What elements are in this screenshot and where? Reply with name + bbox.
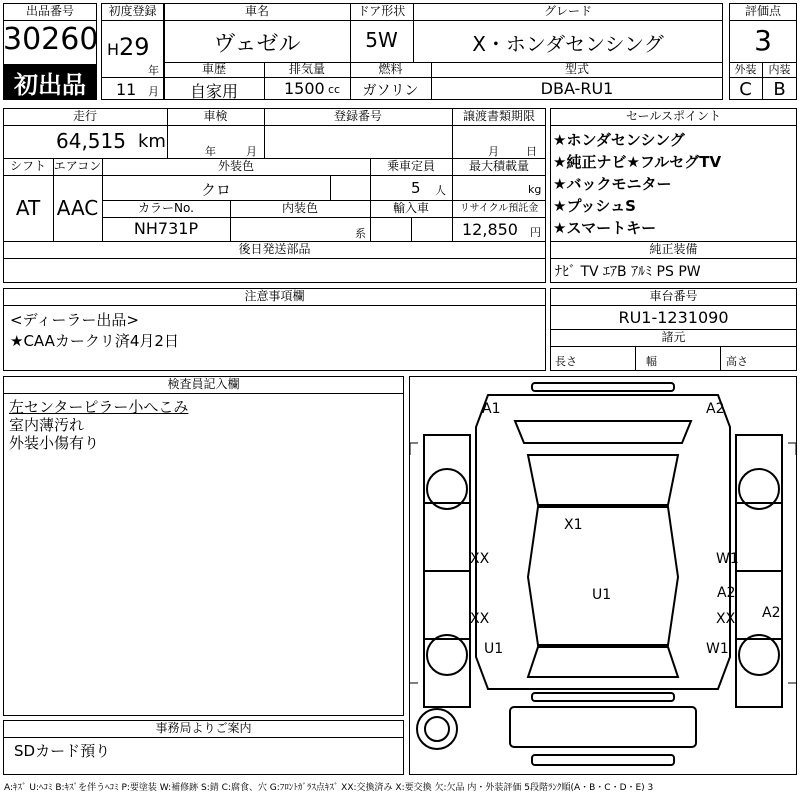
door-label: ドア形状 [357, 4, 406, 18]
rear-bumper-shape [532, 693, 674, 701]
dimension-height-label: 高さ [726, 355, 748, 368]
max-load-label: 最大積載量 [468, 159, 529, 173]
damage-legend: A:ｷｽﾞ U:ﾍｺﾐ B:ｷｽﾞを伴うﾍｺﾐ P:要塗装 W:補修跡 S:錆 C:腐食、穴 G:ﾌﾛﾝﾄｶﾞﾗｽ点ｷｽﾞ XX:交換済み X:要交換 欠:欠品 内・外装評価 5段階ﾗﾝｸ順(A・B・C・D・E) 3 [4, 783, 654, 793]
aircon-label: エアコン [53, 159, 102, 173]
mileage-value: 64,515 [56, 129, 126, 153]
notes-line-2: ★CAAカークリ済4月2日 [10, 332, 179, 350]
sales-point-1: ★ホンダセンシング [553, 131, 685, 149]
history-label: 車歴 [201, 62, 226, 76]
office-value: SDカード預り [14, 742, 111, 760]
chassis-label: 車台番号 [649, 289, 698, 303]
int-grade-value: B [773, 79, 786, 100]
int-color-label: 内装色 [281, 201, 318, 215]
displacement-unit: cc [328, 83, 341, 96]
fuel-label: 燃料 [378, 62, 403, 76]
office-label: 事務局よりご案内 [155, 721, 252, 735]
grade-label: グレード [543, 4, 592, 18]
sales-point-4: ★プッシュS [553, 197, 636, 215]
mark-a2-top: A2 [706, 401, 725, 417]
history-value: 自家用 [189, 82, 238, 101]
mileage-unit: km [138, 131, 166, 152]
inspector-line-2: 室内薄汚れ [9, 416, 85, 434]
int-grade-label: 内装 [768, 63, 791, 76]
chassis-value: RU1-1231090 [618, 308, 729, 327]
mark-a1: A1 [482, 401, 501, 417]
capacity-value: 5 [411, 179, 421, 197]
first-reg-month-unit: 月 [148, 85, 159, 98]
sales-point-5: ★スマートキー [553, 219, 657, 237]
equipment-label: 純正装備 [649, 242, 698, 256]
ext-color-value: クロ [200, 181, 231, 199]
mark-w1-front-right: W1 [716, 551, 739, 567]
inspection-year-unit: 年 [205, 145, 216, 158]
transfer-docs-label: 譲渡書類期限 [462, 109, 535, 123]
dimension-length-label: 長さ [555, 355, 577, 368]
first-reg-year-unit: 年 [148, 64, 159, 77]
color-no-value: NH731P [133, 219, 199, 238]
reg-no-label: 登録番号 [333, 109, 382, 123]
shift-label: シフト [9, 159, 46, 173]
inspector-label: 検査員記入欄 [167, 377, 240, 391]
rear-left-wheel [427, 635, 467, 675]
int-color-unit: 系 [355, 227, 366, 240]
dimension-width-label: 幅 [646, 355, 657, 368]
grade-value: X・ホンダセンシング [472, 32, 664, 56]
first-reg-label: 初度登録 [108, 4, 157, 18]
first-reg-era: H [107, 40, 120, 59]
capacity-label: 乗車定員 [386, 159, 435, 173]
car-name: ヴェゼル [213, 32, 301, 57]
mark-xx-rear-right: XX [716, 611, 736, 627]
inspection-label: 車検 [203, 109, 228, 123]
inspector-line-1: 左センターピラー小へこみ [9, 398, 189, 416]
damage-diagram [409, 376, 797, 775]
recycle-label: リサイクル預託金 [459, 203, 539, 214]
ext-grade-value: C [739, 79, 752, 100]
mark-x1: X1 [564, 517, 583, 533]
mark-a2-right: A2 [717, 585, 736, 601]
notes-line-1: <ディーラー出品> [10, 311, 139, 329]
door-value: 5W [365, 28, 398, 52]
mark-w1-rear-right: W1 [706, 641, 729, 657]
color-no-label: カラーNo. [138, 201, 194, 215]
import-label: 輸入車 [392, 201, 429, 215]
car-outline-diagram [410, 377, 796, 774]
dimensions-label: 諸元 [661, 330, 686, 344]
notes-label: 注意事項欄 [244, 289, 305, 303]
first-reg-year: 29 [119, 33, 150, 61]
front-bumper-shape [532, 383, 674, 391]
rear-right-wheel [739, 635, 779, 675]
sales-point-3: ★バックモニター [553, 175, 672, 193]
inspection-month-unit: 月 [246, 145, 257, 158]
aircon-value: AAC [56, 196, 99, 220]
ext-grade-label: 外装 [734, 63, 757, 76]
inspector-line-3: 外装小傷有り [9, 434, 100, 452]
max-load-unit: kg [528, 183, 542, 196]
model-code-value: DBA-RU1 [540, 79, 614, 98]
capacity-unit: 人 [435, 184, 446, 197]
mark-xx-front-left: XX [470, 551, 490, 567]
model-code-label: 型式 [564, 62, 589, 76]
shift-value: AT [15, 196, 41, 220]
recycle-value: 12,850 [462, 220, 518, 239]
mileage-label: 走行 [72, 109, 97, 123]
equipment-value: ﾅﾋﾞ TV ｴｱB ｱﾙﾐ PS PW [555, 264, 701, 280]
sales-points-label: セールスポイント [626, 109, 721, 123]
mark-a2-side: A2 [762, 605, 781, 621]
lot-number: 30260 [3, 22, 99, 57]
ext-color-label: 外装色 [217, 159, 254, 173]
recycle-unit: 円 [530, 226, 541, 239]
sales-point-2: ★純正ナビ★フルセグTV [553, 153, 722, 171]
first-listing-text: 初出品 [14, 71, 86, 99]
first-reg-month: 11 [116, 80, 137, 99]
score-label: 評価点 [744, 4, 781, 18]
lot-label: 出品番号 [25, 4, 74, 18]
spare-wheel [417, 709, 457, 749]
transfer-docs-day-unit: 日 [526, 145, 537, 158]
displacement-value: 1500 [284, 79, 325, 98]
displacement-label: 排気量 [288, 62, 325, 76]
mark-u1-center: U1 [592, 587, 612, 603]
transfer-docs-month-unit: 月 [488, 145, 499, 158]
car-name-label: 車名 [244, 4, 269, 18]
fuel-value: ガソリン [362, 83, 419, 99]
later-parts-label: 後日発送部品 [238, 242, 311, 256]
mark-xx-rear-left: XX [470, 611, 490, 627]
mark-u1-rear-left: U1 [484, 641, 504, 657]
score-value: 3 [754, 24, 772, 57]
